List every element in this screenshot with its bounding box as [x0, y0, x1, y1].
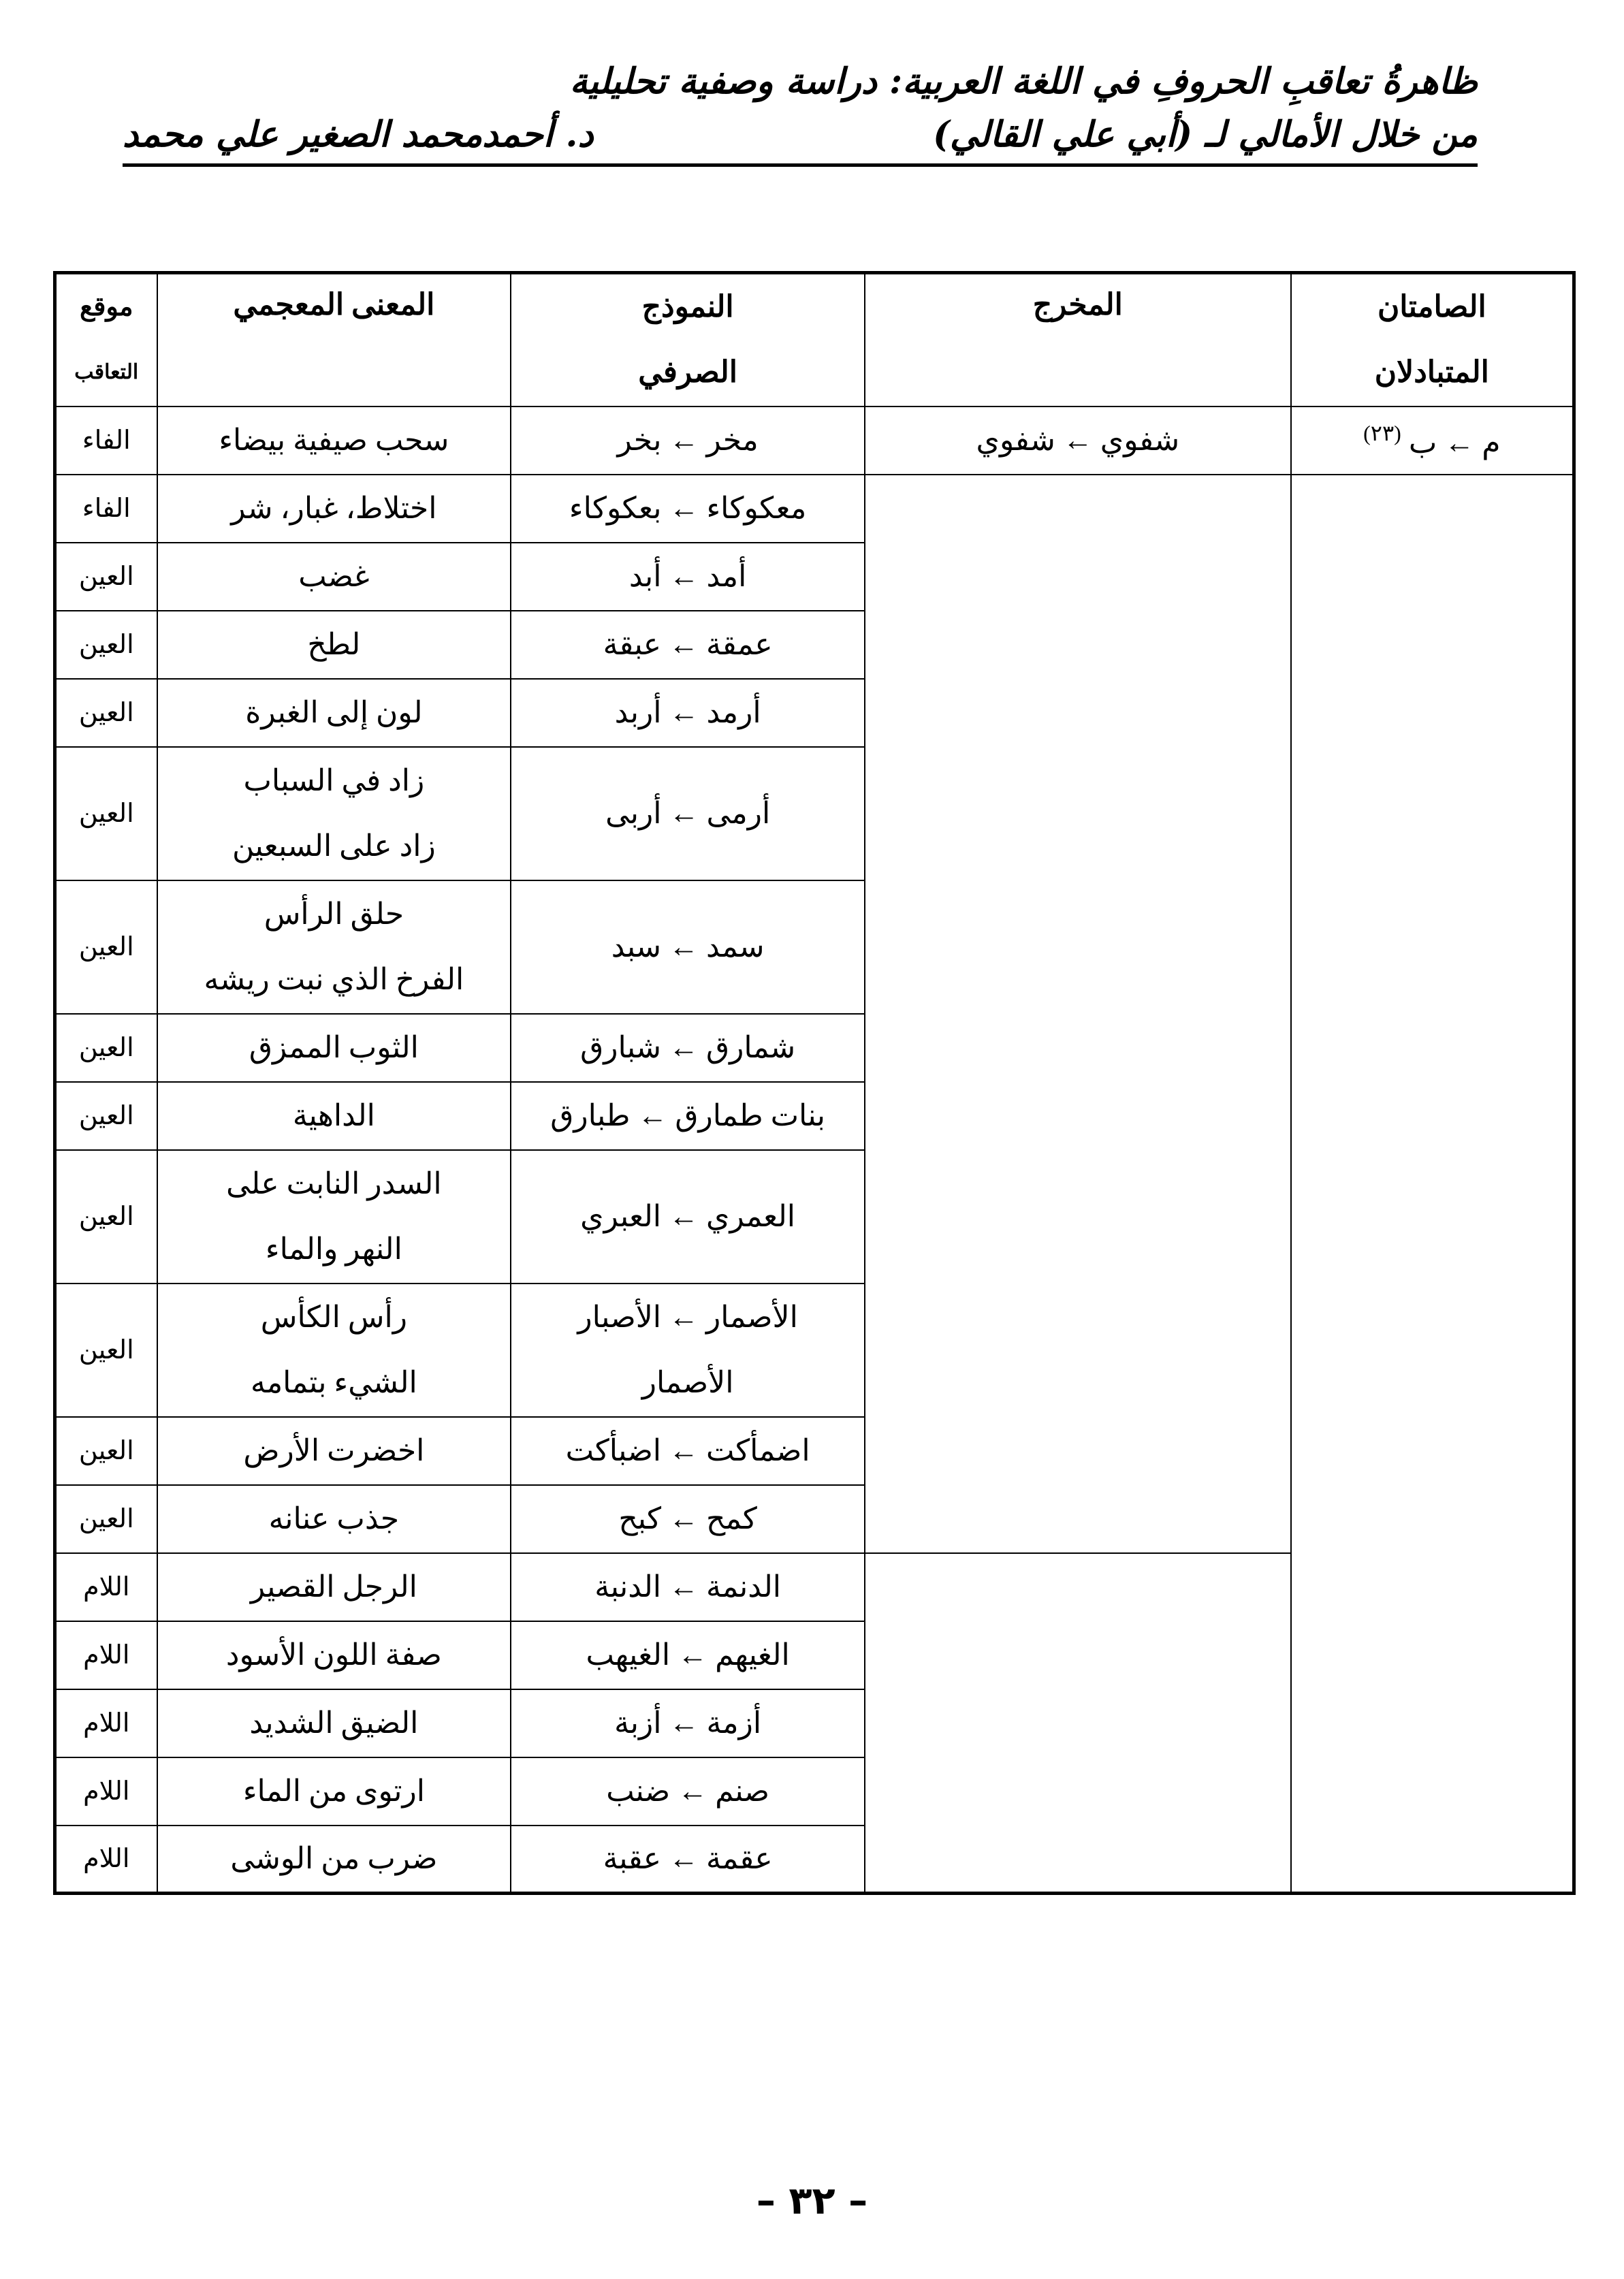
- model-line: سمد ← سبد: [611, 930, 765, 963]
- meaning-line: الفرخ الذي نبت ريشه: [204, 962, 464, 996]
- model-line: عقمة ← عقبة: [603, 1842, 773, 1876]
- meaning-line: الثوب الممزق: [249, 1031, 419, 1064]
- meaning-line: زاد في السباب: [243, 763, 425, 797]
- meaning-cell: [157, 1621, 511, 1689]
- position-cell: العين: [55, 1150, 157, 1284]
- meaning-cell: [157, 1417, 511, 1485]
- articulation-cell: [865, 1553, 1291, 1894]
- header-subline: [123, 109, 1478, 167]
- position-cell: اللام: [55, 1553, 157, 1621]
- meaning-cell: [157, 1284, 511, 1417]
- model-line: شمارق ← شبارق: [580, 1031, 796, 1064]
- header-consonants-line2: المتبادلان: [1374, 355, 1489, 389]
- articulation-cell: [865, 475, 1291, 1553]
- meaning-line: اخضرت الأرض: [243, 1434, 425, 1467]
- model-cell: [511, 543, 865, 611]
- meaning-line: الضيق الشديد: [249, 1706, 419, 1740]
- model-line: أرمى ← أربى: [605, 797, 771, 830]
- header-meaning: المعنى المعجمي: [157, 273, 511, 407]
- table-header-row: [55, 273, 1574, 407]
- header-model: [511, 273, 865, 407]
- article-title: ظاهرةُ تعاقبِ الحروفِ في اللغة العربية: دراسة وصفية تحليلية: [569, 61, 1478, 102]
- position-cell: العين: [55, 1485, 157, 1553]
- table-row: [55, 407, 1574, 475]
- meaning-cell: [157, 1689, 511, 1757]
- model-line: عمقة ← عبقة: [603, 628, 773, 661]
- model-cell: [511, 475, 865, 543]
- position-cell: اللام: [55, 1621, 157, 1689]
- page-number: – ٣٢ –: [756, 2179, 868, 2223]
- article-subtitle: من خلال الأمالي لـ (أبي علي القالي): [933, 114, 1478, 155]
- meaning-cell: [157, 1826, 511, 1894]
- position-cell: الفاء: [55, 407, 157, 475]
- model-cell: [511, 1014, 865, 1082]
- model-line: الغيهم ← الغيهب: [586, 1638, 790, 1672]
- position-cell: العين: [55, 679, 157, 747]
- position-cell: العين: [55, 1284, 157, 1417]
- meaning-line: النهر والماء: [265, 1232, 402, 1266]
- meaning-cell: [157, 880, 511, 1014]
- position-cell: العين: [55, 1082, 157, 1150]
- model-cell: [511, 1553, 865, 1621]
- model-cell: [511, 1082, 865, 1150]
- model-cell: [511, 880, 865, 1014]
- meaning-line: زاد على السبعين: [232, 829, 436, 863]
- meaning-line: الرجل القصير: [250, 1570, 417, 1604]
- model-cell: [511, 1150, 865, 1284]
- position-cell: اللام: [55, 1826, 157, 1894]
- meaning-line: لون إلى الغبرة: [245, 696, 423, 729]
- author-name: د. أحمدمحمد الصغير علي محمد: [123, 114, 594, 155]
- model-line: أمد ← أبد: [628, 560, 747, 593]
- meaning-cell: [157, 1082, 511, 1150]
- meaning-line: السدر النابت على: [226, 1166, 442, 1200]
- model-cell: [511, 1485, 865, 1553]
- meaning-cell: [157, 543, 511, 611]
- meaning-line: الشيء بتمامه: [250, 1365, 417, 1399]
- position-cell: العين: [55, 543, 157, 611]
- model-cell: [511, 1417, 865, 1485]
- position-cell: العين: [55, 611, 157, 679]
- model-line: أرمد ← أربد: [614, 696, 761, 729]
- header-consonants-line1: الصامتان: [1377, 290, 1486, 324]
- meaning-cell: [157, 1485, 511, 1553]
- model-cell: [511, 747, 865, 880]
- meaning-line: ضرب من الوشى: [230, 1842, 438, 1876]
- meaning-line: جذب عنانه: [268, 1502, 400, 1535]
- meaning-line: غضب: [298, 560, 370, 593]
- model-line: الدنمة ← الدنبة: [594, 1570, 782, 1604]
- meaning-line: ارتوى من الماء: [242, 1774, 425, 1808]
- model-line: صنم ← ضنب: [606, 1774, 769, 1808]
- consonant-pair: م ← ب: [1408, 426, 1501, 460]
- model-line: العمري ← العبري: [580, 1200, 796, 1233]
- consonant-pair-cell: [1291, 407, 1574, 475]
- meaning-cell: [157, 747, 511, 880]
- model-line: اضمأكت ← اضبأكت: [565, 1434, 810, 1467]
- position-cell: العين: [55, 747, 157, 880]
- model-cell: [511, 1689, 865, 1757]
- position-cell: العين: [55, 880, 157, 1014]
- consonant-pair-cell: [1291, 475, 1574, 1894]
- table-row: [55, 475, 1574, 543]
- meaning-cell: [157, 1150, 511, 1284]
- meaning-cell: سحب صيفية بيضاء: [157, 407, 511, 475]
- model-cell: [511, 1826, 865, 1894]
- meaning-line: رأس الكأس: [260, 1300, 407, 1334]
- meaning-cell: [157, 475, 511, 543]
- model-cell: [511, 679, 865, 747]
- model-line: الأصمار: [641, 1365, 734, 1399]
- model-line: كمح ← كبح: [618, 1502, 757, 1535]
- model-cell: [511, 611, 865, 679]
- position-cell: العين: [55, 1417, 157, 1485]
- meaning-cell: [157, 1014, 511, 1082]
- meaning-line: اختلاط، غبار، شر: [231, 492, 437, 525]
- articulation-cell: شفوي ← شفوي: [865, 407, 1291, 475]
- model-line: أزمة ← أزبة: [614, 1706, 762, 1740]
- meaning-line: صفة اللون الأسود: [225, 1638, 442, 1672]
- consonant-alternation-table: [53, 271, 1576, 1895]
- footnote-ref: (٢٣): [1363, 421, 1401, 445]
- model-cell: [511, 1284, 865, 1417]
- position-cell: اللام: [55, 1689, 157, 1757]
- meaning-line: الداهية: [292, 1099, 375, 1132]
- model-line: معكوكاء ← بعكوكاء: [569, 492, 807, 525]
- header-consonants: [1291, 273, 1574, 407]
- header-position-line1: موقع: [80, 293, 133, 322]
- header-articulation: المخرج: [865, 273, 1291, 407]
- meaning-cell: [157, 611, 511, 679]
- model-cell: [511, 1757, 865, 1826]
- position-cell: العين: [55, 1014, 157, 1082]
- meaning-cell: [157, 1757, 511, 1826]
- header-model-line2: الصرفي: [638, 355, 737, 389]
- meaning-line: حلق الرأس: [264, 897, 404, 931]
- model-cell: [511, 1621, 865, 1689]
- model-line: الأصمار ← الأصبار: [577, 1300, 798, 1334]
- position-cell: الفاء: [55, 475, 157, 543]
- model-cell: مخر ← بخر: [511, 407, 865, 475]
- header-position: [55, 273, 157, 407]
- header-model-line1: النموذج: [641, 290, 734, 324]
- meaning-cell: [157, 1553, 511, 1621]
- page-header: [123, 54, 1478, 167]
- position-cell: اللام: [55, 1757, 157, 1826]
- model-line: بنات طمارق ← طبارق: [550, 1099, 825, 1132]
- meaning-line: لطخ: [307, 628, 361, 661]
- header-position-line2: التعاقب: [74, 361, 139, 384]
- meaning-cell: [157, 679, 511, 747]
